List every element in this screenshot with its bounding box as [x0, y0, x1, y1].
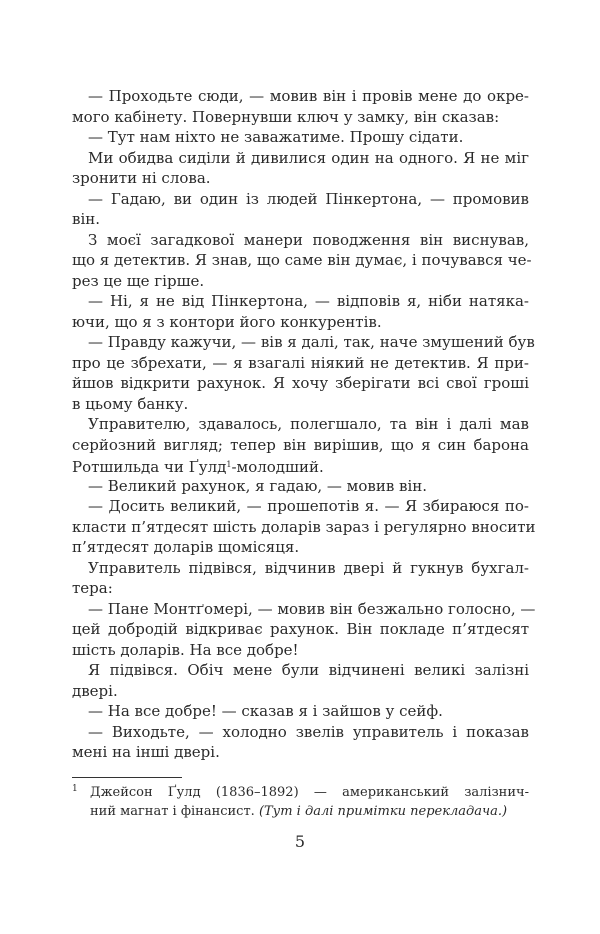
- paragraph: [72, 332, 535, 414]
- paragraph: [72, 599, 536, 661]
- text-line: — Великий рахунок, я гадаю, — мовив він.: [88, 476, 428, 495]
- text-line: — Правду кажучи, — вів я далі, так, наче змушений був: [88, 333, 535, 351]
- footnote: [72, 783, 529, 821]
- text-line: Я підвівся. Обіч мене були відчинені великі залізні: [88, 661, 529, 679]
- text-line: двері.: [72, 681, 118, 700]
- text-line: З моєї загадкової манери поводження він виснував,: [88, 230, 529, 249]
- text-line: п’ятдесят доларів щомісяця.: [72, 538, 300, 556]
- text-line: мені на інші двері.: [72, 743, 220, 761]
- paragraph: [72, 86, 529, 127]
- paragraph: [72, 414, 529, 476]
- text-line: цей добродій відкриває рахунок. Він покладе п’ятдесят: [72, 620, 529, 638]
- paragraph: [72, 722, 529, 763]
- text-line: рез це ще гірше.: [72, 271, 205, 290]
- text-line: йшов відкрити рахунок. Я хочу зберігати всі свої гроші: [72, 374, 529, 392]
- text-line: Ми обидва сиділи й дивилися один на одного. Я не міг: [88, 148, 529, 167]
- paragraph: [72, 127, 529, 148]
- footnote-line: [72, 802, 529, 821]
- text-line: серйозний вигляд; тепер він вирішив, що я син барона: [72, 435, 529, 454]
- text-line: мого кабінету. Повернувши ключ у замку, він сказав:: [72, 107, 500, 126]
- footnote-marker: 1: [72, 784, 78, 794]
- text-line: Управитель підвівся, відчинив двері й гукнув бухгал-: [88, 558, 529, 577]
- text-line: — Проходьте сюди, — мовив він і провів мене до окре-: [88, 87, 529, 105]
- body-text: [72, 86, 536, 763]
- text-line: — На все добре! — сказав я і зайшов у сейф.: [88, 702, 443, 720]
- text-line: шість доларів. На все добре!: [72, 640, 299, 659]
- text-line: в цьому банку.: [72, 394, 189, 413]
- paragraph: [72, 701, 529, 722]
- text-line: тера:: [72, 579, 113, 597]
- page-number: 5: [294, 832, 306, 851]
- text-line: що я детектив. Я знав, що саме він думає, і почувався че-: [72, 251, 532, 269]
- paragraph: [72, 558, 529, 599]
- text-line: — Виходьте, — холодно звелів управитель і показав: [88, 722, 529, 741]
- text-line: Управителю, здавалось, полегшало, та він і далі мав: [88, 415, 529, 433]
- text-line: він.: [72, 210, 101, 228]
- paragraph: [72, 496, 536, 558]
- paragraph: [72, 148, 529, 189]
- text-line: — Пане Монтґомері, — мовив він безжально голосно, —: [88, 599, 536, 618]
- footnote-text: Джейсон Ґулд (1836–1892) — американський залізнич-: [90, 785, 529, 800]
- text-line: — Гадаю, ви один із людей Пінкертона, — промовив: [88, 189, 529, 208]
- text-line: Ротшильда чи Ґулд$^1$-молодший.: [72, 458, 324, 476]
- paragraph: [72, 230, 532, 292]
- footnote-italic-note: (Тут і далі примітки перекладача.): [258, 804, 508, 819]
- paragraph: [72, 660, 529, 701]
- paragraph: [72, 189, 529, 230]
- text-line: — Ні, я не від Пінкертона, — відповів я, ніби натяка-: [88, 292, 529, 310]
- text-line: класти п’ятдесят шість доларів зараз і регулярно вносити: [72, 517, 536, 536]
- text-line: — Досить великий, — прошепотів я. — Я збираюся по-: [88, 497, 529, 515]
- paragraph: [72, 291, 529, 332]
- text-line: про це збрехати, — я взагалі ніякий не детектив. Я при-: [72, 353, 529, 372]
- text-line: зронити ні слова.: [72, 169, 211, 187]
- footnote-reference: 1: [226, 460, 232, 469]
- text-line: ючи, що я з контори його конкурентів.: [72, 312, 382, 331]
- footnote-divider: [72, 777, 182, 778]
- footnote-line: [72, 783, 529, 802]
- footnote-text: ний магнат і фінансист.: [90, 804, 259, 819]
- text-line: — Тут нам ніхто не заважатиме. Прошу сідати.: [88, 128, 464, 146]
- paragraph: [72, 476, 529, 497]
